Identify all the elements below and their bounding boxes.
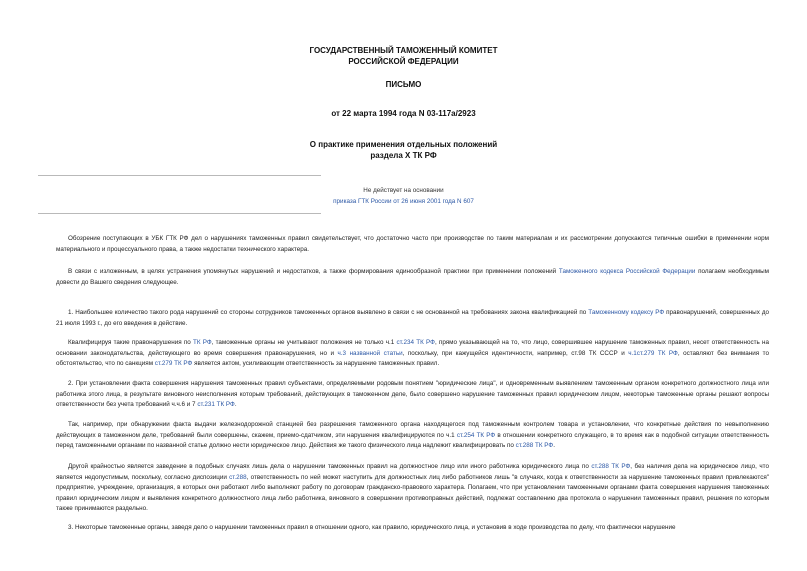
- org-name-line2: РОССИЙСКОЙ ФЕДЕРАЦИИ: [348, 57, 459, 66]
- status-link[interactable]: приказа ГТК России от 26 июня 2001 года N 607: [333, 198, 474, 205]
- link-tk-rf[interactable]: ТК РФ: [192, 339, 212, 346]
- paragraph-item-2: 2. При установлении факта совершения нарушения таможенных правил субъектами, определяемыми родовым понятием "юридические лица", и одновременным выявлением таможенным органом конкретного должностного лица или работника этого лица, в результате виновного неисполнения которым требований, действующих в таможенном деле, было совершено нарушение таможенных правил юридическим лицом, некоторые таможенные органы решают вопросы ответственности без учета требований ч.ч.6 и 7 ст.231 ТК РФ.: [56, 380, 769, 409]
- paragraph-item-3: 3. Некоторые таможенные органы, заведя дело о нарушении таможенных правил в отношении одного, как правило, юридического лица, и установив в ходе производства по делу, что фактически нарушение: [68, 524, 676, 531]
- link-art-288[interactable]: ст.288 ТК РФ: [515, 442, 554, 450]
- document-date-number: от 22 марта 1994 года N 03-117а/2923: [331, 109, 476, 118]
- link-art-231[interactable]: ст.231 ТК РФ: [197, 401, 235, 409]
- link-part-3[interactable]: ч.3 названной статьи: [337, 349, 403, 357]
- org-name-line1: ГОСУДАРСТВЕННЫЙ ТАМОЖЕННЫЙ КОМИТЕТ: [309, 46, 498, 55]
- paragraph-qualification: Квалифицируя такие правонарушения по ТК РФ, таможенные органы не учитывают положения не только ч.1 ст.234 ТК РФ, прямо указывающей на то, что лицо, совершившее нарушение таможенных правил, несет ответственность на основании законодательства, действующего во время совершения правонарушения, но и ч.3 названной статьи, поскольку, при кажущейся идентичности, например, ст.98 ТК СССР и ч.1ст.279 ТК РФ, оставляют без внимания то обстоятельство, что по санкциям ст.279 ТК РФ является актом, усиливающим ответственность за нарушение таможенных правил.: [56, 339, 769, 368]
- paragraph-item-1: 1. Наибольшее количество такого рода нарушений со стороны сотрудников таможенных органов выявлено в связи с не основанной на требованиях закона квалификацией по Таможенному кодексу РФ правонарушений, совершенных до 21 июля 1993 г., до его введения в действие.: [56, 309, 769, 327]
- document-title-line1: О практике применения отдельных положений: [309, 140, 498, 149]
- paragraph-example: Так, например, при обнаружении факта выдачи железнодорожной станцией без разрешения таможенного органа находящегося под таможенным контролем товара и установлении, что конкретные действия по невыполнению действующих в таможенном деле, требований были совершены, скажем, приемо-сдатчиком, эти нарушения квалифицируются по ч.1 ст.254 ТК РФ в отношении конкретного служащего, в то время как в подобной ситуации ответственность перед таможенными органами по названной статье должно нести юридическое лицо. Действия же такого физического лица надлежит квалифицировать по ст.288 ТК РФ.: [56, 421, 769, 450]
- divider-top: [38, 175, 321, 176]
- link-art-288-b[interactable]: ст.288 ТК РФ: [591, 463, 631, 470]
- link-customs-code[interactable]: Таможенного кодекса Российской Федерации: [558, 268, 696, 275]
- link-art-254[interactable]: ст.254 ТК РФ: [456, 431, 496, 439]
- link-customs-code-rf[interactable]: Таможенному кодексу РФ: [588, 309, 665, 316]
- link-art-279[interactable]: ст.279 ТК РФ: [154, 360, 193, 368]
- status-note: Не действует на основании: [363, 187, 444, 194]
- link-art-279-part-1[interactable]: ч.1ст.279 ТК РФ: [628, 349, 678, 357]
- link-art-234[interactable]: ст.234 ТК РФ: [396, 339, 435, 346]
- link-art-288-c[interactable]: ст.288: [229, 473, 247, 481]
- paragraph-extreme: Другой крайностью является заведение в подобных случаях лишь дела о нарушении таможенных правил на должностное лицо или иного работника юридического лица по ст.288 ТК РФ, без наличия дела на юридическое лицо, что является недопустимым, поскольку, согласно диспозиции ст.288, ответственность по ней может наступить для должностных лиц либо работников лишь "в случаях, когда к ответственности за нарушение таможенных правил привлекаются" предприятие, учреждение, организация, в которых они работают либо выполняют работу по договорам гражданско-правового характера. Полагаем, что при установлении таможенными органами факта совершения нарушения таможенных правил юридическим лицом и выявления конкретного должностного лица либо работника, виновного в совершении противоправных действий, подлежат составлению два протокола о нарушении таможенных правил, решения по которым также принимаются раздельно.: [56, 463, 769, 513]
- paragraph-purpose: В связи с изложенным, в целях устранения упомянутых нарушений и недостатков, а также формирования единообразной практики при применении положений Таможенного кодекса Российской Федерации полагаем необходимым довести до Вашего сведения следующее.: [56, 268, 769, 286]
- divider-bottom: [38, 213, 321, 214]
- document-title-line2: раздела X ТК РФ: [370, 151, 437, 160]
- paragraph-intro: Обозрение поступающих в УБК ГТК РФ дел о нарушениях таможенных правил свидетельствует, что достаточно часто при производстве по таким материалам и их рассмотрении допускаются типичные ошибки в применении норм материального и процессуального права, а также недостатки технического характера.: [56, 235, 769, 253]
- document-type: ПИСЬМО: [385, 80, 422, 89]
